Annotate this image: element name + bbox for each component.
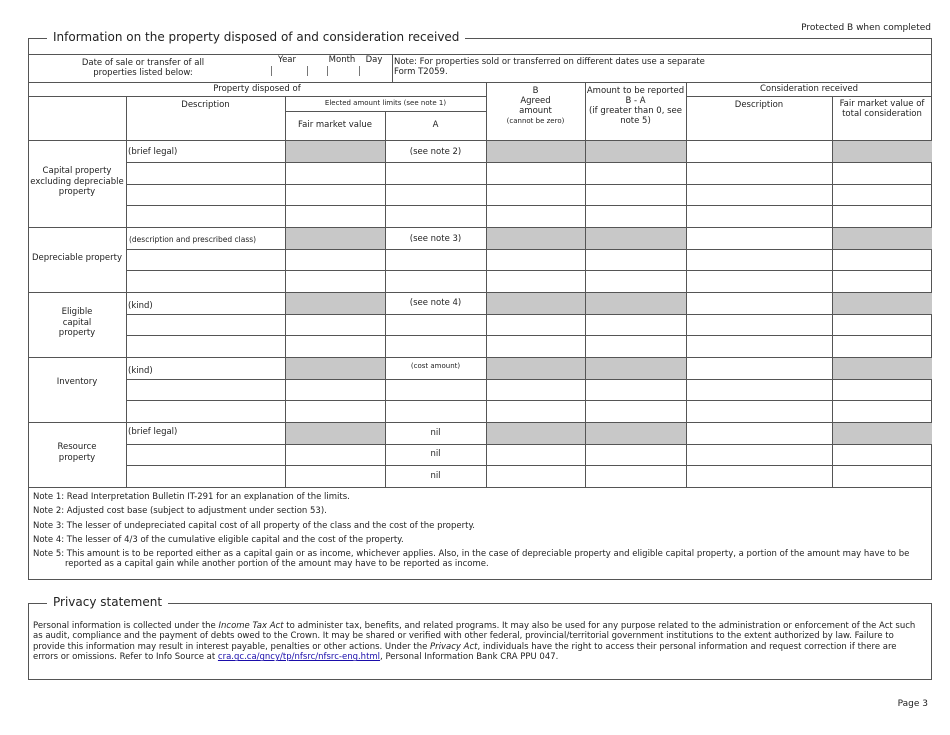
col-b-note: (cannot be zero) [506,117,565,125]
amount-reported-1: Amount to be reported [586,86,685,96]
group-label-depreciable: Depreciable property [31,253,123,263]
cons-fmv-header: Fair market value of total consideration [839,99,925,119]
shaded-cell [833,293,932,314]
shaded-cell [487,293,585,314]
day-label: Day [365,55,383,65]
a-note-eligible: (see note 4) [409,298,462,308]
elected-limits-header: Elected amount limits (see note 1) [324,99,447,107]
note-4: Note 4: The lesser of 4/3 of the cumulative eligible capital and the cost of the property. [33,535,404,545]
group-label-capital: Capital property excluding depreciable property [30,166,124,197]
date-year-input[interactable] [272,66,306,80]
hint-capital: (brief legal) [128,147,178,157]
group-label-inventory: Inventory [56,377,98,387]
shaded-cell [833,358,932,379]
note-5: Note 5: This amount is to be reported either as a capital gain or as income, whichever applies. Also, in the case of depreciable property and eligible capital property, a portion of the amount may have to be [33,549,910,559]
shaded-cell [286,423,385,444]
protected-label: Protected B when completed [801,23,931,33]
date-label: Date of sale or transfer of all properties listed below: [81,58,205,78]
cons-description-header: Description [734,100,784,110]
a-note-resource-2: nil [430,449,441,459]
amount-reported-2: B - A [625,96,646,106]
section-title: Information on the property disposed of and consideration received [47,30,465,44]
col-b-label: Agreed amount [519,96,552,116]
hint-depreciable: (description and prescribed class) [129,235,257,244]
shaded-cell [833,228,932,249]
description-header: Description [181,100,230,110]
month-label: Month [328,55,356,65]
shaded-cell [833,141,932,162]
page-number: Page 3 [897,699,928,709]
a-note-resource-1: nil [430,428,441,438]
hint-eligible: (kind) [128,301,153,311]
hint-resource: (brief legal) [128,427,178,437]
note-3: Note 3: The lesser of undepreciated capital cost of all property of the class and the cost of the property. [33,521,475,531]
hint-inventory: (kind) [128,366,153,376]
consideration-header: Consideration received [759,84,859,94]
shaded-cell [586,423,686,444]
col-b-letter: B [532,86,539,96]
shaded-cell [286,228,385,249]
a-note-inventory: (cost amount) [410,362,461,370]
year-label: Year [278,55,296,65]
shaded-cell [586,358,686,379]
a-note-capital: (see note 2) [409,147,462,157]
a-note-depreciable: (see note 3) [409,234,462,244]
date-month-input[interactable] [328,66,358,80]
shaded-cell [487,141,585,162]
shaded-cell [286,293,385,314]
group-label-resource: Resource property [57,442,97,463]
shaded-cell [833,423,932,444]
shaded-cell [487,358,585,379]
privacy-text: Personal information is collected under the Income Tax Act to administer tax, benefits, and related programs. It may also be used for any purpose related to the administration or enforcement of the Act such as audit, compliance and the payment of debts owed to the Crown. It may be shared or verified with other federal, provincial/territorial government institutions to the extent authorized by law. Failure to provide this information may result in interest payable, penalties or other actions. Under the Privacy Act, individuals have the right to access their personal information and request correction if there are errors or omissions. Refer to Info Source at cra.gc.ca/gncy/tp/nfsrc/nfsrc-eng.html, Personal Information Bank CRA PPU 047. [33,621,916,663]
col-a-header: A [432,120,439,130]
shaded-cell [487,228,585,249]
privacy-title: Privacy statement [47,595,168,609]
shaded-cell [586,228,686,249]
note-1: Note 1: Read Interpretation Bulletin IT-291 for an explanation of the limits. [33,492,350,502]
shaded-cell [286,141,385,162]
info-source-link[interactable]: cra.gc.ca/gncy/tp/nfsrc/nfsrc-eng.html [217,652,381,663]
note-5-cont: reported as a capital gain while another portion of the amount may have to be reported as income. [65,559,489,569]
shaded-cell [286,358,385,379]
note-2: Note 2: Adjusted cost base (subject to adjustment under section 53). [33,506,327,516]
group-label-eligible: Eligible capital property [58,307,96,338]
shaded-cell [586,293,686,314]
shaded-cell [487,423,585,444]
fmv-header: Fair market value [298,120,372,130]
property-disposed-header: Property disposed of [213,84,301,94]
amount-reported-3: (if greater than 0, see note 5) [589,106,682,126]
a-note-resource-3: nil [430,471,441,481]
shaded-cell [586,141,686,162]
date-note: Note: For properties sold or transferred on different dates use a separate Form T2059. [394,57,705,77]
date-day-input[interactable] [361,66,389,80]
